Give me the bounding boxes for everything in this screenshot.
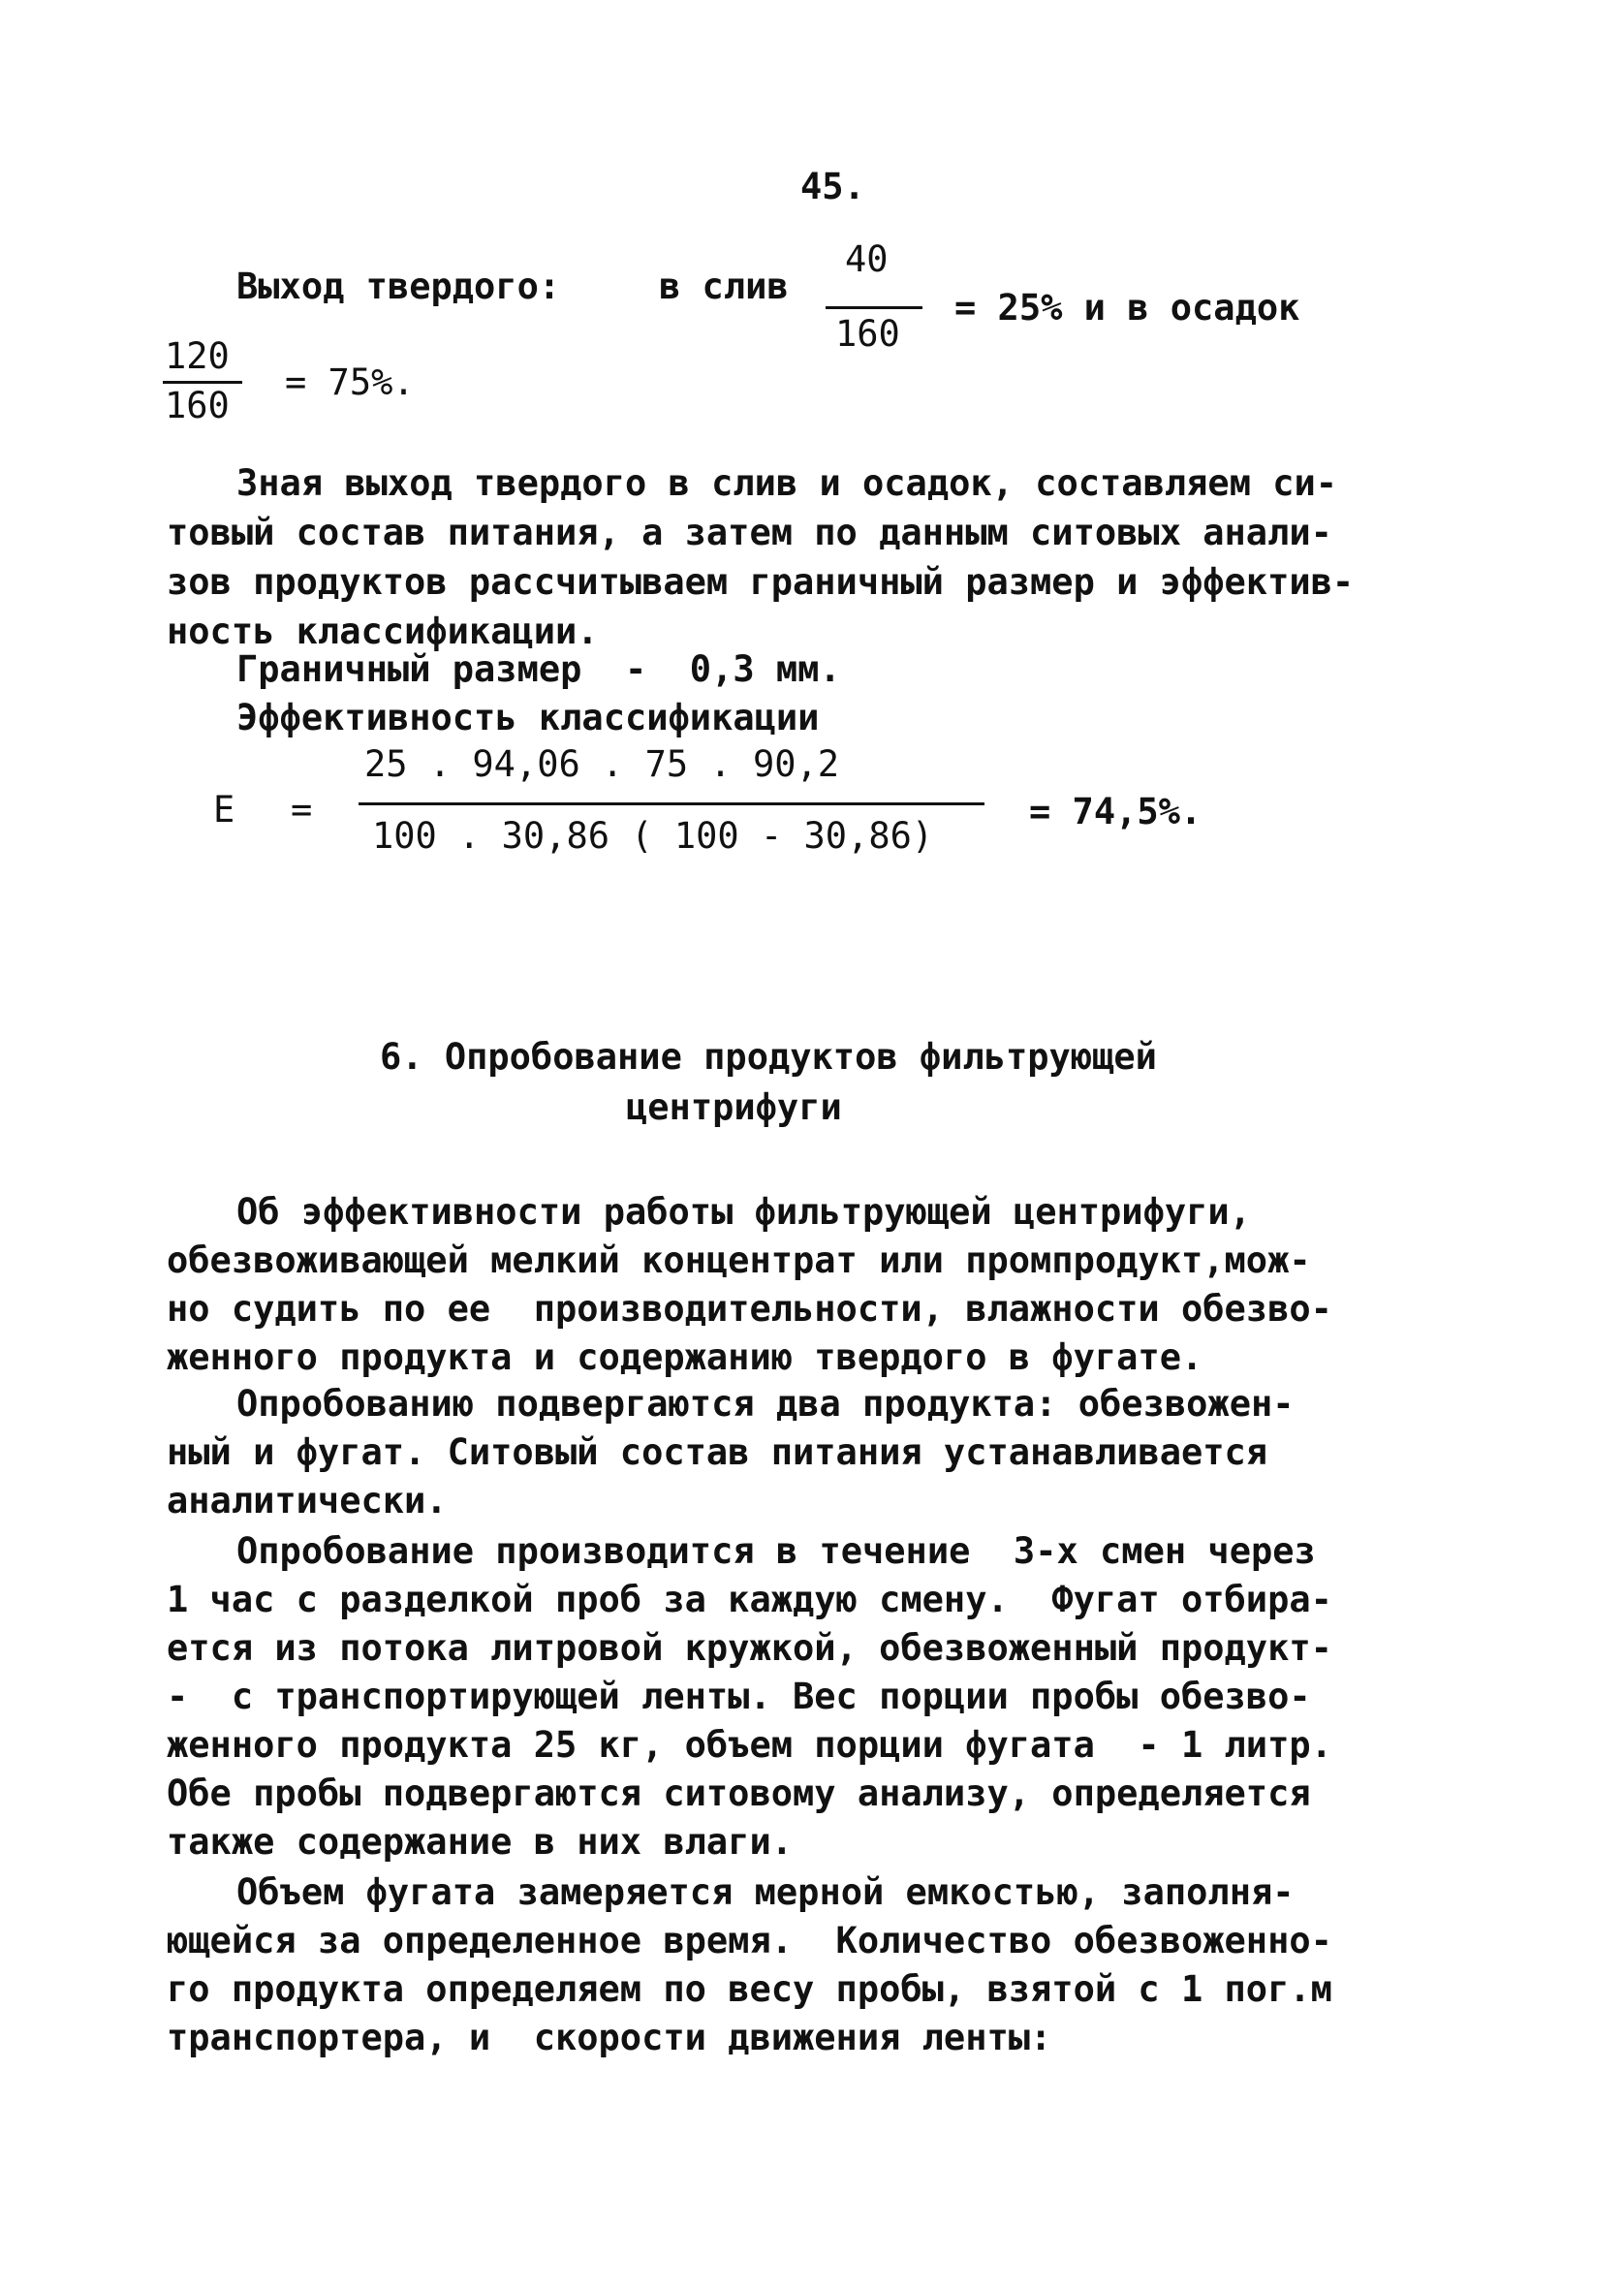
yield-result1: = 25% и в осадок <box>954 287 1300 329</box>
para3-line1: Опробованию подвергаются два продукта: обезвожен- <box>236 1383 1295 1425</box>
para1-line3: зов продуктов рассчитываем граничный размер и эффектив- <box>167 561 1355 603</box>
formula-fraction-bar <box>359 802 984 805</box>
efficiency-label: Эффективность классификации <box>236 697 820 738</box>
formula-numerator: 25 . 94,06 . 75 . 90,2 <box>364 743 840 785</box>
fraction1-bar <box>826 306 922 309</box>
yield-to-overflow: в слив <box>659 266 789 307</box>
para2-line4: женного продукта и содержанию твердого в фугате. <box>167 1336 1203 1378</box>
fraction1-numerator: 40 <box>845 238 889 280</box>
formula-denominator: 100 . 30,86 ( 100 - 30,86) <box>372 815 934 857</box>
yield-label: Выход твердого: <box>236 266 561 307</box>
section-title-line1: 6. Опробование продуктов фильтрующей <box>380 1036 1157 1078</box>
para1-line1: Зная выход твердого в слив и осадок, составляем си- <box>236 462 1338 504</box>
para2-line3: но судить по ее производительности, влажности обезво- <box>167 1288 1332 1330</box>
para4-line2: 1 час с разделкой проб за каждую смену. Фугат отбира- <box>167 1579 1332 1620</box>
para5-line1: Объем фугата замеряется мерной емкостью, заполня- <box>236 1871 1295 1913</box>
para1-line4: ность классификации. <box>167 611 599 652</box>
para3-line3: аналитически. <box>167 1480 448 1521</box>
formula-eq: = <box>291 789 313 831</box>
para4-line5: женного продукта 25 кг, объем порции фугата - 1 литр. <box>167 1724 1332 1766</box>
yield-result2: = 75%. <box>285 361 415 403</box>
para4-line6: Обе пробы подвергаются ситовому анализу, определяется <box>167 1772 1311 1814</box>
para5-line2: ющейся за определенное время. Количество обезвоженно- <box>167 1920 1332 1961</box>
page-number: 45. <box>800 166 865 207</box>
para5-line4: транспортера, и скорости движения ленты: <box>167 2017 1052 2058</box>
formula-result: = 74,5%. <box>1029 791 1202 832</box>
para4-line1: Опробование производится в течение 3-х смен через <box>236 1530 1316 1572</box>
para4-line7: также содержание в них влаги. <box>167 1821 794 1863</box>
para3-line2: ный и фугат. Ситовый состав питания устанавливается <box>167 1431 1268 1473</box>
section-title-line2: центрифуги <box>626 1086 842 1128</box>
para1-line2: товый состав питания, а затем по данным ситовых анали- <box>167 512 1332 553</box>
para2-line2: обезвоживающей мелкий концентрат или промпродукт,мож- <box>167 1239 1311 1281</box>
fraction1-denominator: 160 <box>835 313 900 355</box>
para2-line1: Об эффективности работы фильтрующей центрифуги, <box>236 1191 1251 1233</box>
fraction2-numerator: 120 <box>165 335 230 377</box>
para4-line4: - с транспортирующей ленты. Вес порции пробы обезво- <box>167 1676 1311 1717</box>
fraction2-denominator: 160 <box>165 385 230 426</box>
para4-line3: ется из потока литровой кружкой, обезвоженный продукт- <box>167 1627 1332 1669</box>
para5-line3: го продукта определяем по весу пробы, взятой с 1 пог.м <box>167 1968 1332 2010</box>
cut-size: Граничный размер - 0,3 мм. <box>236 648 841 690</box>
formula-lhs: E <box>213 789 235 831</box>
